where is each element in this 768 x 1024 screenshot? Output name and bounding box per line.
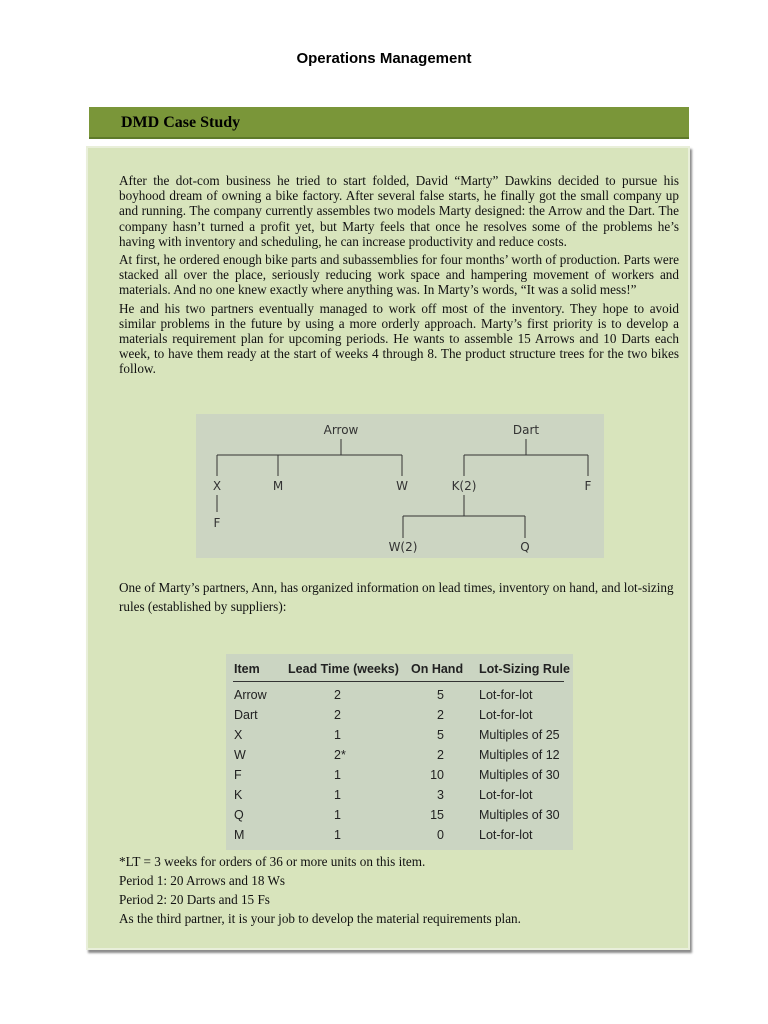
table-cell-on-hand: 15 <box>430 808 444 822</box>
table-row <box>226 808 573 828</box>
story-paragraph-3: He and his two partners eventually managed to work off most of the inventory. They hope to avoid similar problems in the future by using a more orderly approach. Marty’s first priority is to develop a materials requirement plan for upcoming periods. He wants to assemble 15 Arrows and 10 Darts each week, to have them ready at the start of weeks 4 through 8. The product structure trees for the two bikes follow. <box>119 300 679 377</box>
tree-node-f-dart: F <box>584 479 592 493</box>
tree-node-x: X <box>212 479 222 493</box>
table-cell-on-hand: 10 <box>430 768 444 782</box>
story-paragraph-2: At first, he ordered enough bike parts and subassemblies for four months’ worth of production. Parts were stacked all over the place, seriously reducing work space and hampering movement of workers and materials. And no one knew exactly where anything was. In Marty’s words, “It was a solid mess!” <box>119 252 679 298</box>
tree-node-q: Q <box>520 540 530 554</box>
table-header-lead-time: Lead Time (weeks) <box>288 662 399 676</box>
table-row <box>226 828 573 848</box>
table-cell-item: Q <box>234 808 244 822</box>
tree-node-w2: W(2) <box>388 540 418 554</box>
tree-node-w: W <box>396 479 408 493</box>
table-cell-lot-sizing-rule: Multiples of 30 <box>479 768 560 782</box>
table-header-rule <box>233 681 564 682</box>
tree-node-arrow: Arrow <box>323 423 359 437</box>
table-cell-lot-sizing-rule: Lot-for-lot <box>479 828 533 842</box>
table-cell-item: F <box>234 768 242 782</box>
table-header-lot-sizing: Lot-Sizing Rule <box>479 662 570 676</box>
lead-time-intro: One of Marty’s partners, Ann, has organized information on lead times, inventory on hand, and lot-sizing rules (established by suppliers): <box>119 580 674 614</box>
lead-time-table <box>226 654 573 850</box>
table-cell-lead-time: 1 <box>334 828 341 842</box>
case-story <box>119 173 679 380</box>
table-cell-lead-time: 2 <box>334 688 341 702</box>
table-row <box>226 728 573 748</box>
note-lead-time: *LT = 3 weeks for orders of 36 or more units on this item. <box>119 854 426 869</box>
tree-node-f-arrow: F <box>213 516 221 530</box>
table-cell-lot-sizing-rule: Lot-for-lot <box>479 788 533 802</box>
table-cell-lead-time: 2 <box>334 708 341 722</box>
case-study-panel <box>86 146 690 950</box>
case-notes <box>119 852 679 928</box>
table-row <box>226 768 573 788</box>
table-cell-on-hand: 2 <box>437 708 444 722</box>
note-period-1: Period 1: 20 Arrows and 18 Ws <box>119 873 286 888</box>
table-cell-item: W <box>234 748 246 762</box>
table-cell-lead-time: 1 <box>334 788 341 802</box>
table-cell-item: X <box>234 728 243 742</box>
case-study-title: DMD Case Study <box>121 114 241 131</box>
table-cell-lot-sizing-rule: Multiples of 25 <box>479 728 560 742</box>
story-paragraph-1: After the dot-com business he tried to start folded, David “Marty” Dawkins decided to pursue his boyhood dream of owning a bike factory. After several false starts, he finally got the small company up and running. The company currently assembles two models Marty designed: the Arrow and the Dart. The company hasn’t turned a profit yet, but Marty feels that once he resolves some of the problems he’s having with inventory and scheduling, he can increase productivity and reduce costs. <box>119 173 679 249</box>
table-cell-on-hand: 5 <box>437 688 444 702</box>
table-cell-lot-sizing-rule: Lot-for-lot <box>479 708 533 722</box>
product-structure-trees <box>196 414 604 558</box>
table-header-item: Item <box>234 662 260 676</box>
tree-node-dart: Dart <box>512 423 540 437</box>
table-header-on-hand: On Hand <box>411 662 464 676</box>
table-cell-lead-time: 1 <box>334 808 341 822</box>
table-cell-lead-time: 1 <box>334 728 341 742</box>
table-cell-lead-time: 2* <box>334 748 346 762</box>
table-row <box>226 788 573 808</box>
table-cell-lot-sizing-rule: Lot-for-lot <box>479 688 533 702</box>
case-study-banner <box>89 107 689 139</box>
table-cell-item: Dart <box>234 708 258 722</box>
table-cell-lot-sizing-rule: Multiples of 30 <box>479 808 560 822</box>
note-task: As the third partner, it is your job to develop the material requirements plan. <box>119 911 521 926</box>
table-row <box>226 708 573 728</box>
table-cell-on-hand: 3 <box>437 788 444 802</box>
table-cell-on-hand: 0 <box>437 828 444 842</box>
note-period-2: Period 2: 20 Darts and 15 Fs <box>119 892 270 907</box>
product-structure-diagram <box>196 414 604 558</box>
table-cell-lead-time: 1 <box>334 768 341 782</box>
table-cell-item: M <box>234 828 245 842</box>
page-title: Operations Management <box>296 50 472 67</box>
table-row <box>226 748 573 768</box>
table-cell-item: Arrow <box>234 688 267 702</box>
table-cell-on-hand: 2 <box>437 748 444 762</box>
table-cell-on-hand: 5 <box>437 728 444 742</box>
table-row <box>226 688 573 708</box>
table-cell-item: K <box>234 788 243 802</box>
table-cell-lot-sizing-rule: Multiples of 12 <box>479 748 560 762</box>
tree-node-k2: K(2) <box>451 479 477 493</box>
tree-node-m: M <box>272 479 284 493</box>
